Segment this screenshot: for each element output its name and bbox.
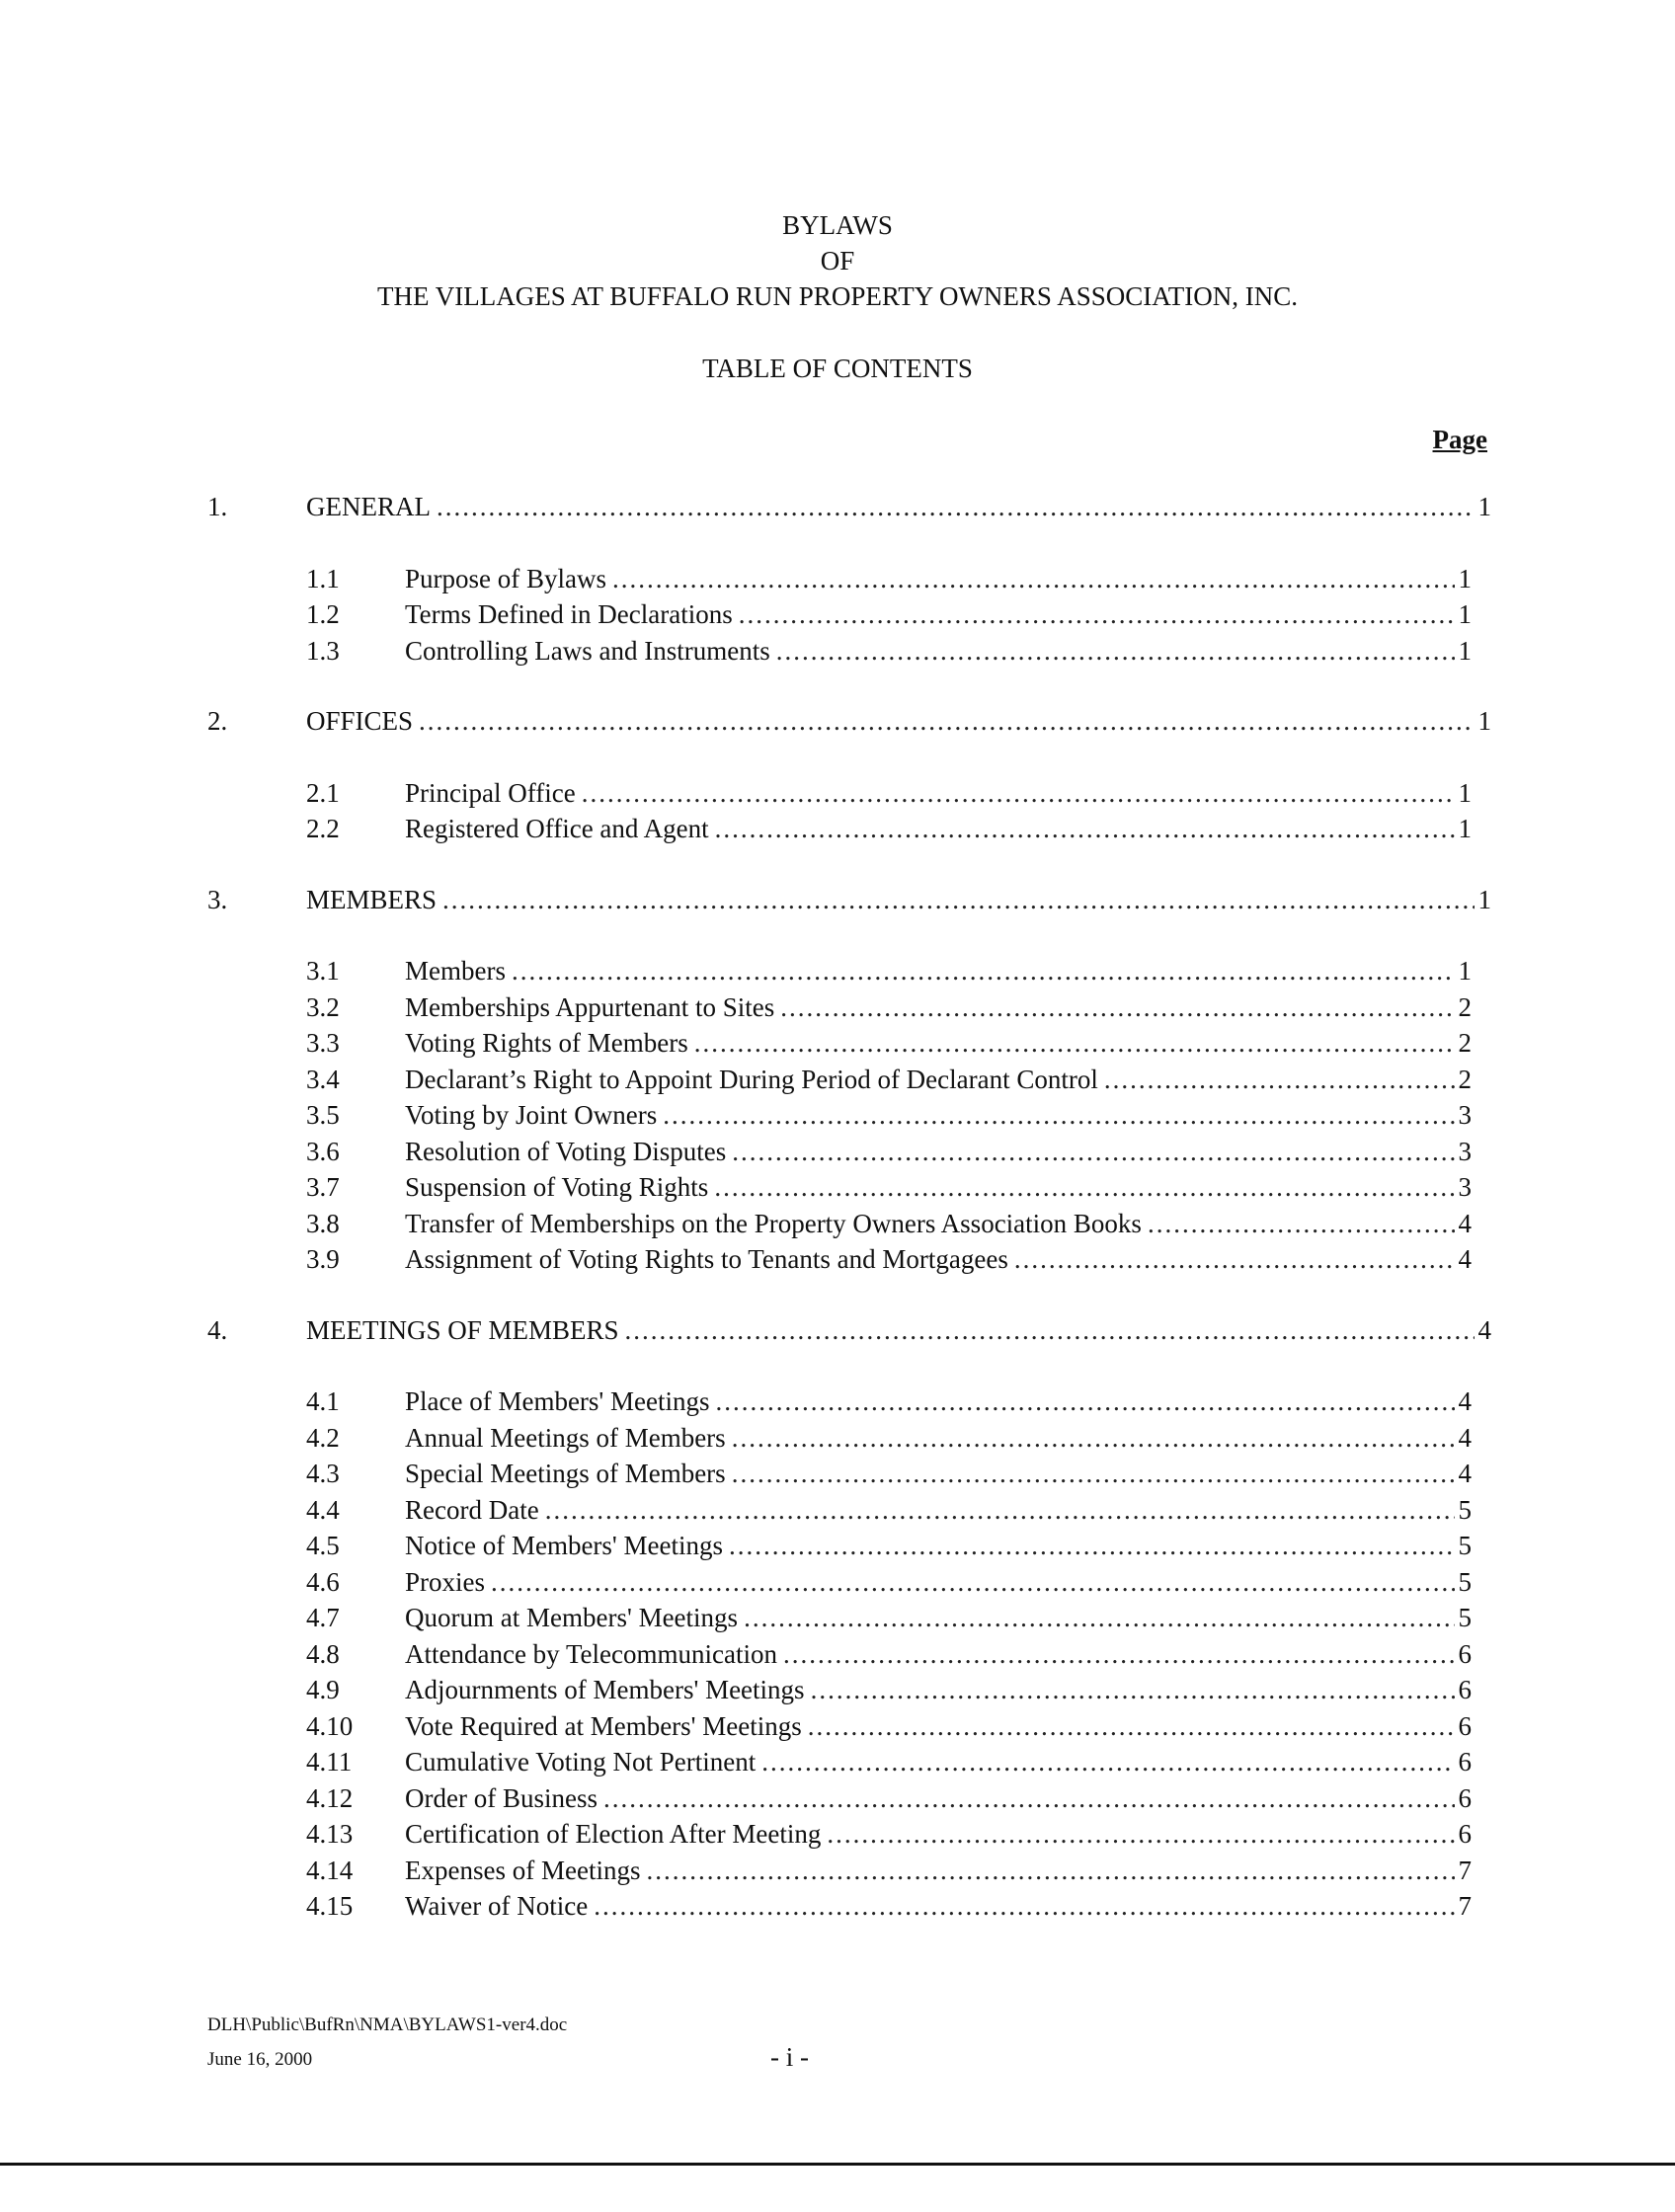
toc-entry-title: Voting by Joint Owners [405, 1100, 658, 1130]
toc-entry-number: 3.3 [306, 1028, 340, 1058]
dot-leader [732, 1134, 1454, 1170]
dot-leader [827, 1816, 1454, 1853]
toc-subsection-entry [207, 989, 1491, 1026]
toc-entry-title: Purpose of Bylaws [405, 563, 606, 593]
title-line-1: BYLAWS [782, 210, 893, 240]
toc-entry-number: 3.6 [306, 1136, 340, 1166]
toc-entry-title: Special Meetings of Members [405, 1459, 726, 1488]
toc-entry-title: Adjournments of Members' Meetings [405, 1675, 805, 1704]
toc-subsection-entry [207, 1636, 1491, 1673]
title-line-2: OF [820, 246, 855, 276]
toc-entry-number: 4.12 [306, 1782, 354, 1813]
bottom-rule [0, 2163, 1675, 2166]
toc-section [207, 703, 1491, 847]
dot-leader [663, 1097, 1454, 1134]
toc-entry-number: 1.1 [306, 563, 340, 593]
toc-entry-page: 4 [1458, 1422, 1472, 1453]
toc-entry-page: 3 [1458, 1136, 1472, 1166]
page-column-header: Page [1432, 425, 1487, 454]
toc-section [207, 1312, 1491, 1925]
toc-section-heading [207, 1312, 1491, 1349]
dot-leader [545, 1492, 1455, 1529]
toc-heading: TABLE OF CONTENTS [702, 354, 973, 383]
toc-entry-page: 1 [1458, 599, 1472, 629]
toc-section-heading [207, 882, 1491, 918]
toc-entry-page: 3 [1458, 1100, 1472, 1130]
toc-entry-page: 5 [1458, 1494, 1472, 1525]
dot-leader [716, 1383, 1455, 1420]
toc-entry-number: 4.10 [306, 1710, 354, 1741]
table-of-contents [207, 489, 1491, 1959]
toc-entry-number: 3.8 [306, 1208, 340, 1238]
toc-entry-number: 2. [207, 706, 228, 736]
toc-entry-page: 4 [1477, 1314, 1491, 1345]
toc-subsection-entry [207, 1420, 1491, 1457]
dot-leader [419, 703, 1474, 740]
toc-subsection-entry [207, 1780, 1491, 1817]
toc-section-heading [207, 703, 1491, 740]
document-title [0, 207, 1675, 314]
footer-page-number: - i - [770, 2042, 809, 2072]
toc-subsection-entry [207, 1816, 1491, 1853]
toc-entry-number: 3.9 [306, 1244, 340, 1274]
toc-subsection-entry [207, 561, 1491, 597]
toc-entry-title: Expenses of Meetings [405, 1855, 641, 1885]
toc-entry-title: Resolution of Voting Disputes [405, 1136, 727, 1166]
footer-date: June 16, 2000 [207, 2049, 313, 2070]
dot-leader [625, 1312, 1475, 1349]
toc-entry-title: OFFICES [306, 706, 414, 736]
toc-entry-title: Voting Rights of Members [405, 1028, 688, 1058]
dot-leader [1014, 1241, 1455, 1278]
toc-entry-page: 5 [1458, 1603, 1472, 1632]
toc-subsection-entry [207, 1241, 1491, 1278]
toc-entry-page: 1 [1477, 884, 1491, 914]
toc-entry-page: 5 [1458, 1566, 1472, 1597]
toc-entry-page: 1 [1458, 635, 1472, 666]
toc-entry-title: Annual Meetings of Members [405, 1422, 726, 1453]
toc-subsection-entry [207, 775, 1491, 812]
toc-entry-number: 4.4 [306, 1494, 340, 1525]
toc-entry-title: Proxies [405, 1566, 485, 1597]
toc-subsection-entry [207, 1528, 1491, 1564]
dot-leader [732, 1456, 1455, 1492]
toc-entry-number: 3.2 [306, 991, 340, 1022]
toc-entry-number: 3.5 [306, 1100, 340, 1130]
toc-entry-page: 2 [1458, 1064, 1472, 1094]
toc-subsection-entry [207, 953, 1491, 989]
toc-entry-number: 4.8 [306, 1638, 340, 1669]
toc-entry-title: Quorum at Members' Meetings [405, 1603, 739, 1632]
toc-subsection-entry [207, 1492, 1491, 1529]
toc-entry-title: Cumulative Voting Not Pertinent [405, 1747, 757, 1777]
toc-entry-number: 4.13 [306, 1819, 354, 1849]
dot-leader [1104, 1062, 1455, 1098]
toc-entry-page: 4 [1458, 1459, 1472, 1488]
dot-leader [714, 1169, 1454, 1206]
dot-leader [783, 1636, 1455, 1673]
toc-entry-number: 3.1 [306, 956, 340, 986]
toc-entry-title: Assignment of Voting Rights to Tenants and Mortgagees [405, 1244, 1008, 1274]
toc-entry-number: 4.7 [306, 1603, 340, 1632]
toc-entry-number: 4.11 [306, 1747, 353, 1777]
toc-entry-page: 4 [1458, 1208, 1472, 1238]
dot-leader [739, 596, 1455, 633]
toc-subsection-entry [207, 1169, 1491, 1206]
dot-leader [437, 489, 1475, 525]
toc-entry-number: 4.2 [306, 1422, 340, 1453]
toc-subsection-entry [207, 1062, 1491, 1098]
toc-subsection-entry [207, 1564, 1491, 1601]
dot-leader [1148, 1206, 1455, 1242]
toc-entry-page: 4 [1458, 1244, 1472, 1274]
toc-entry-number: 1.2 [306, 599, 340, 629]
toc-entry-title: Transfer of Memberships on the Property Owners Association Books [405, 1208, 1142, 1238]
toc-entry-number: 4.6 [306, 1566, 340, 1597]
toc-entry-title: Memberships Appurtenant to Sites [405, 991, 775, 1022]
toc-entry-page: 4 [1458, 1386, 1472, 1416]
toc-entry-page: 1 [1458, 956, 1472, 986]
toc-subsection-entry [207, 1097, 1491, 1134]
toc-entry-page: 6 [1458, 1675, 1472, 1704]
toc-entry-page: 1 [1458, 563, 1472, 593]
toc-section [207, 489, 1491, 669]
toc-entry-page: 3 [1458, 1172, 1472, 1202]
dot-leader [603, 1780, 1455, 1817]
dot-leader [744, 1600, 1454, 1636]
toc-entry-page: 1 [1477, 706, 1491, 736]
toc-entry-title: Members [405, 956, 506, 986]
toc-entry-page: 6 [1458, 1819, 1472, 1849]
dot-leader [729, 1528, 1454, 1564]
toc-entry-page: 2 [1458, 1028, 1472, 1058]
toc-entry-title: Vote Required at Members' Meetings [405, 1710, 802, 1741]
toc-entry-number: 4.5 [306, 1531, 340, 1560]
dot-leader [808, 1708, 1455, 1745]
toc-entry-page: 1 [1458, 777, 1472, 808]
toc-entry-number: 4.15 [306, 1891, 354, 1921]
toc-entry-title: Suspension of Voting Rights [405, 1172, 709, 1202]
dot-leader [761, 1744, 1454, 1780]
toc-entry-title: MEMBERS [306, 884, 438, 914]
dot-leader [646, 1853, 1454, 1889]
toc-entry-title: Place of Members' Meetings [405, 1386, 710, 1416]
title-line-3: THE VILLAGES AT BUFFALO RUN PROPERTY OWNERS ASSOCIATION, INC. [377, 281, 1298, 311]
toc-subsection-entry [207, 1888, 1491, 1925]
toc-entry-title: Certification of Election After Meeting [405, 1819, 822, 1849]
dot-leader [491, 1564, 1455, 1601]
dot-leader [732, 1420, 1455, 1457]
dot-leader [811, 1672, 1455, 1708]
toc-entry-title: MEETINGS OF MEMBERS [306, 1314, 619, 1345]
toc-entry-page: 7 [1458, 1891, 1472, 1921]
toc-subsection-entry [207, 1456, 1491, 1492]
dot-leader [582, 775, 1455, 812]
toc-subsection-entry [207, 1853, 1491, 1889]
toc-entry-number: 4.3 [306, 1459, 340, 1488]
toc-entry-number: 4.9 [306, 1675, 340, 1704]
toc-entry-title: Declarant’s Right to Appoint During Period of Declarant Control [405, 1064, 1098, 1094]
toc-entry-number: 4. [207, 1314, 228, 1345]
toc-entry-page: 5 [1458, 1531, 1472, 1560]
dot-leader [780, 989, 1454, 1026]
toc-section-heading [207, 489, 1491, 525]
dot-leader [715, 811, 1455, 847]
dot-leader [694, 1025, 1455, 1062]
toc-entry-number: 4.1 [306, 1386, 340, 1416]
toc-entry-title: Terms Defined in Declarations [405, 599, 733, 629]
toc-subsection-entry [207, 1600, 1491, 1636]
toc-subsection-entry [207, 1134, 1491, 1170]
toc-entry-title: Waiver of Notice [405, 1891, 589, 1921]
toc-subsection-entry [207, 1672, 1491, 1708]
toc-entry-page: 6 [1458, 1747, 1472, 1777]
toc-entry-page: 7 [1458, 1855, 1472, 1885]
dot-leader [612, 561, 1455, 597]
toc-entry-title: Attendance by Telecommunication [405, 1638, 777, 1669]
footer-file-path: DLH\Public\BufRn\NMA\BYLAWS1-ver4.doc [207, 2014, 568, 2035]
toc-entry-title: Order of Business [405, 1782, 598, 1813]
toc-entry-page: 1 [1477, 492, 1491, 521]
toc-entry-page: 6 [1458, 1638, 1472, 1669]
toc-entry-title: Principal Office [405, 777, 576, 808]
toc-subsection-entry [207, 1025, 1491, 1062]
dot-leader [594, 1888, 1454, 1925]
toc-entry-page: 6 [1458, 1782, 1472, 1813]
toc-entry-page: 2 [1458, 991, 1472, 1022]
toc-entry-title: Registered Office and Agent [405, 814, 709, 843]
toc-entry-number: 2.1 [306, 777, 340, 808]
toc-entry-number: 3.7 [306, 1172, 340, 1202]
toc-entry-title: Record Date [405, 1494, 539, 1525]
toc-entry-page: 6 [1458, 1710, 1472, 1741]
toc-subsection-entry [207, 811, 1491, 847]
toc-entry-page: 1 [1458, 814, 1472, 843]
toc-subsection-entry [207, 1383, 1491, 1420]
toc-subsection-entry [207, 596, 1491, 633]
dot-leader [512, 953, 1455, 989]
toc-entry-title: Notice of Members' Meetings [405, 1531, 724, 1560]
toc-entry-number: 1.3 [306, 635, 340, 666]
toc-subsection-entry [207, 1206, 1491, 1242]
toc-entry-number: 1. [207, 492, 228, 521]
toc-subsection-entry [207, 1708, 1491, 1745]
dot-leader [776, 633, 1455, 670]
toc-entry-title: GENERAL [306, 492, 431, 521]
toc-subsection-entry [207, 633, 1491, 670]
toc-entry-number: 3.4 [306, 1064, 340, 1094]
dot-leader [442, 882, 1474, 918]
toc-entry-title: Controlling Laws and Instruments [405, 635, 770, 666]
toc-entry-number: 3. [207, 884, 228, 914]
toc-entry-number: 4.14 [306, 1855, 354, 1885]
toc-section [207, 882, 1491, 1278]
toc-subsection-entry [207, 1744, 1491, 1780]
toc-entry-number: 2.2 [306, 814, 340, 843]
